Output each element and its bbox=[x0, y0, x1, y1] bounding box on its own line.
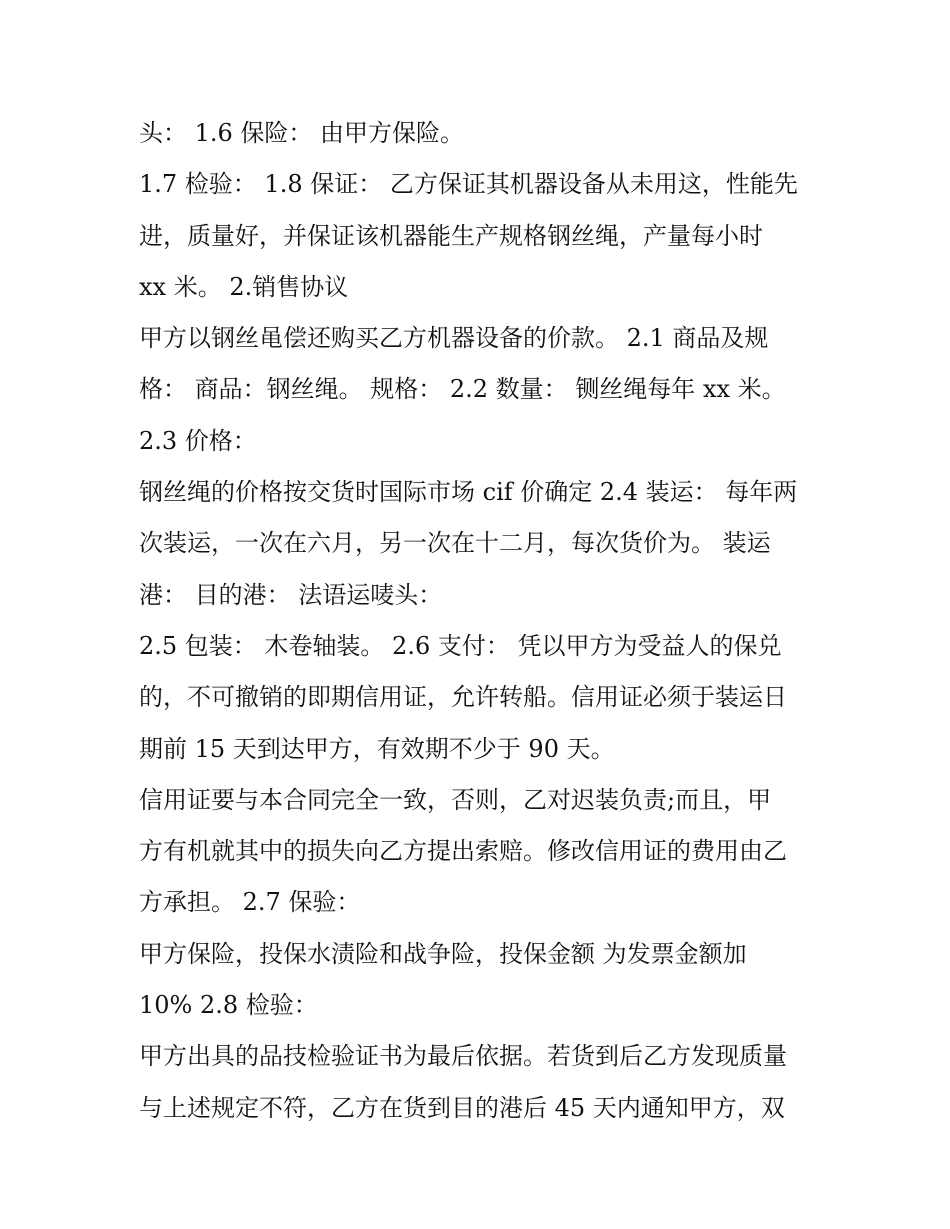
text-line: 格： 商品：钢丝绳。 规格： 2.2 数量： 铡丝绳每年 xx 米。 bbox=[139, 375, 786, 404]
text-line: 进，质量好，并保证该机器能生产规格钢丝绳，产量每小时 bbox=[139, 221, 763, 250]
text-line: 港： 目的港： 法语运唛头： bbox=[139, 580, 443, 609]
text-line: 的，不可撤销的即期信用证，允许转船。信用证必须于装运日 bbox=[139, 683, 787, 712]
text-line: 方有机就其中的损失向乙方提出索赔。修改信用证的费用由乙 bbox=[139, 837, 787, 866]
text-line: 2.5 包装： 木卷轴装。 2.6 支付： 凭以甲方为受益人的保兑 bbox=[139, 631, 782, 660]
text-line: 钢丝绳的价格按交货时国际市场 cif 价确定 2.4 装运： 每年两 bbox=[139, 478, 798, 507]
text-line: 期前 15 天到达甲方，有效期不少于 90 天。 bbox=[139, 734, 615, 763]
text-line: 头： 1.6 保险： 由甲方保险。 bbox=[139, 119, 465, 147]
text-line: 方承担。 2.7 保验： bbox=[139, 888, 361, 917]
text-line: 与上述规定不符，乙方在货到目的港后 45 天内通知甲方，双 bbox=[139, 1093, 785, 1122]
text-line: 甲方保险，投保水渍险和战争险，投保金额 为发票金额加 bbox=[139, 939, 747, 968]
text-line: xx 米。 2.销售协议 bbox=[139, 272, 349, 301]
text-line: 1.7 检验： 1.8 保证： 乙方保证其机器设备从未用这，性能先 bbox=[139, 170, 798, 199]
text-line: 甲方以钢丝黾偿还购买乙方机器设备的价款。 2.1 商品及规 bbox=[139, 324, 769, 353]
text-line: 10% 2.8 检验： bbox=[139, 991, 318, 1020]
text-line: 甲方出具的品技检验证书为最后依据。若货到后乙方发现质量 bbox=[139, 1042, 787, 1071]
text-line: 2.3 价格： bbox=[139, 426, 257, 455]
text-line: 次装运，一次在六月，另一次在十二月，每次货价为。 装运 bbox=[139, 529, 771, 558]
contract-body bbox=[139, 108, 819, 1134]
text-line: 信用证要与本合同完全一致，否则，乙对迟装负责;而且，甲 bbox=[139, 785, 772, 814]
